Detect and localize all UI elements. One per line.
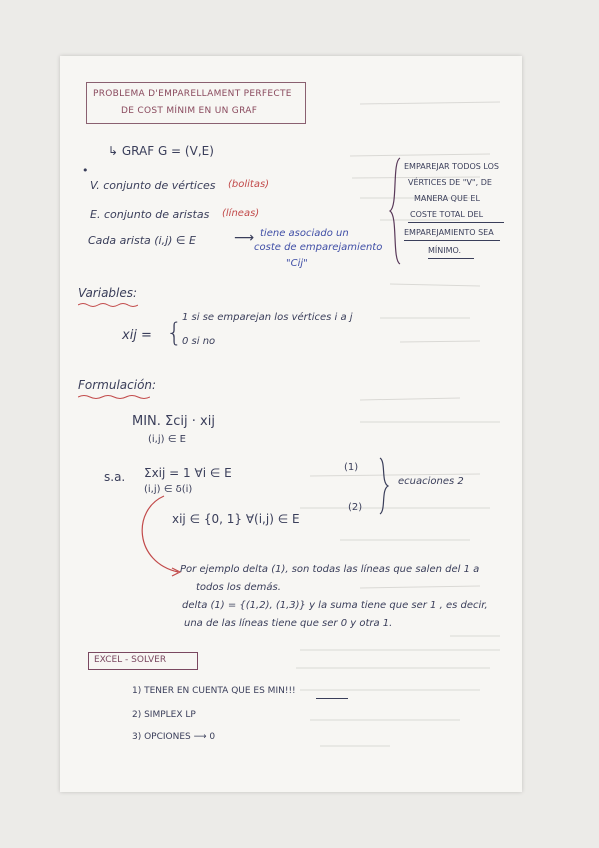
solver-step-3: 3) OPCIONES ⟶ 0 [132, 732, 216, 742]
edge-cost-line-1: tiene asociado un [260, 228, 349, 239]
constraint-1-index: (i,j) ∈ δ(i) [144, 484, 193, 495]
objective-index-set: (i,j) ∈ E [148, 434, 186, 445]
edge-cost-lead: Cada arista (i,j) ∈ E [88, 234, 196, 247]
edges-definition: E. conjunto de aristas [90, 208, 210, 221]
excel-heading-box [88, 652, 198, 670]
note-line-1: EMPAREJAR TODOS LOS [404, 162, 499, 171]
variables-underline [78, 302, 138, 308]
excel-heading: EXCEL - SOLVER [94, 655, 167, 665]
constraint-1: Σxij = 1 ∀i ∈ E [144, 466, 232, 480]
objective-function: MIN. Σcij · xij [132, 414, 215, 429]
min-underline [316, 698, 348, 701]
solver-step-1: 1) TENER EN CUENTA QUE ES MIN!!! [132, 686, 296, 696]
constraint-2: xij ∈ {0, 1} ∀(i,j) ∈ E [172, 512, 300, 526]
edge-cost-line-2: coste de emparejamiento [254, 242, 383, 253]
bullet: • [82, 164, 89, 177]
note-underline-3 [428, 258, 474, 261]
note-line-4: COSTE TOTAL DEL [410, 210, 484, 219]
note-line-3: MANERA QUE EL [414, 194, 480, 203]
variable-lhs: xij = [122, 328, 152, 343]
note-underline-1 [408, 222, 504, 225]
formulation-underline [78, 394, 150, 400]
title-line-2: DE COST MÍNIM EN UN GRAF [121, 106, 258, 116]
variables-heading: Variables: [78, 286, 138, 300]
variable-case-1: 1 si se emparejan los vértices i a j [182, 312, 353, 323]
example-line-1: Por ejemplo delta (1), son todas las líneas que salen del 1 a [180, 564, 480, 575]
arrow-icon: ⟶ [234, 230, 255, 246]
variable-brace: { [166, 318, 183, 348]
solver-step-2: 2) SIMPLEX LP [132, 710, 196, 720]
subject-to-label: s.a. [104, 470, 126, 484]
example-line-3: delta (1) = {(1,2), (1,3)} y la suma tiene que ser 1 , es decir, [182, 600, 488, 611]
equations-label: ecuaciones 2 [398, 476, 464, 487]
edges-note: (líneas) [222, 208, 260, 219]
note-line-2: VÉRTICES DE "V", DE [408, 178, 492, 187]
constraint-1-number: (1) [344, 462, 359, 473]
note-brace [386, 156, 406, 266]
title-line-1: PROBLEMA D'EMPARELLAMENT PERFECTE [93, 89, 292, 99]
graph-definition: ↳ GRAF G = (V,E) [108, 144, 214, 158]
example-line-2: todos los demás. [196, 582, 281, 593]
example-line-4: una de las líneas tiene que ser 0 y otra 1. [184, 618, 393, 629]
edge-cost-line-3: "Cij" [286, 258, 308, 269]
title-box [86, 82, 306, 124]
constraints-brace [376, 456, 394, 516]
formulation-heading: Formulación: [78, 378, 157, 392]
note-line-5: EMPAREJAMIENTO SEA [404, 228, 494, 237]
note-underline-2 [404, 240, 500, 243]
vertices-definition: V. conjunto de vértices [90, 179, 216, 192]
variable-case-0: 0 si no [182, 336, 216, 347]
vertices-note: (bolitas) [228, 179, 270, 190]
notebook-page [60, 56, 522, 792]
constraint-2-number: (2) [348, 502, 363, 513]
note-line-6: MÍNIMO. [428, 246, 462, 255]
